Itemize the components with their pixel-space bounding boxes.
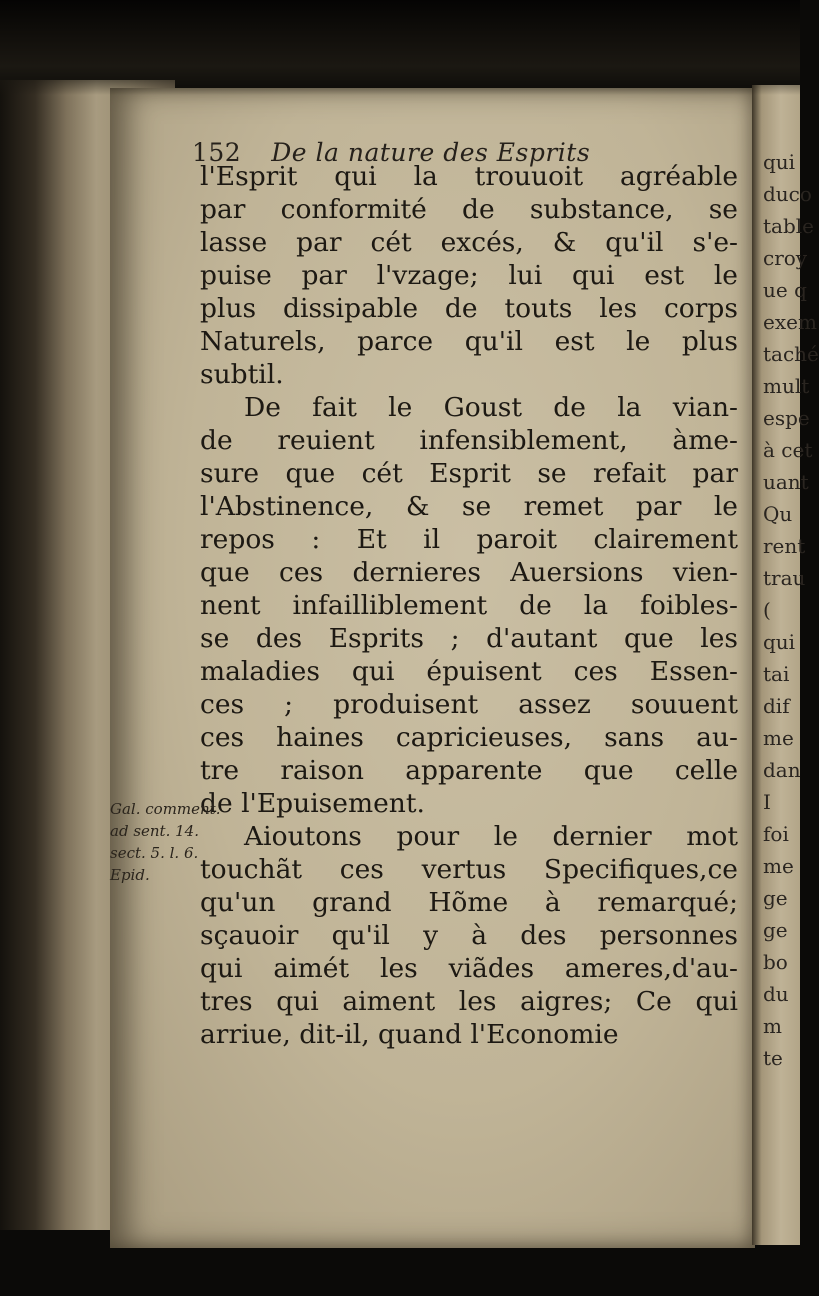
- next-page-fragment: dan: [763, 758, 801, 782]
- next-page-fragment: me: [763, 854, 794, 878]
- text-line: ces ; produisent assez souuent: [200, 689, 738, 720]
- next-page-fragment: I: [763, 790, 771, 814]
- next-page-fragment: Qu: [763, 502, 793, 526]
- text-line: arriue, dit-il, quand l'Economie: [200, 1019, 619, 1050]
- next-page-fragment: te: [763, 1046, 783, 1070]
- text-line: maladies qui épuisent ces Essen-: [200, 656, 738, 687]
- text-line: de l'Epuisement.: [200, 788, 425, 819]
- text-line: Naturels, parce qu'il est le plus: [200, 326, 738, 357]
- text-line: tres qui aiment les aigres; Ce qui: [200, 986, 738, 1017]
- next-page-fragment: dif: [763, 694, 790, 718]
- text-line: l'Abstinence, & se remet par le: [200, 491, 738, 522]
- next-page-fragment: rent: [763, 534, 806, 558]
- running-title: De la nature des Esprits: [271, 138, 591, 167]
- text-line: lasse par cét excés, & qu'il s'e-: [200, 227, 738, 258]
- text-line: Aioutons pour le dernier mot: [244, 821, 738, 852]
- text-line: qu'un grand Hõme à remarqué;: [200, 887, 738, 918]
- text-line: tre raison apparente que celle: [200, 755, 738, 786]
- next-page-fragment: qui: [763, 630, 796, 654]
- margin-note-line: Gal. comment.: [110, 800, 221, 818]
- next-page-fragment: du: [763, 982, 789, 1006]
- next-page-fragment: mult: [763, 374, 810, 398]
- margin-note-line: Epid.: [110, 866, 150, 884]
- next-page-fragment: (: [763, 598, 771, 622]
- text-line: sure que cét Esprit se refait par: [200, 458, 738, 489]
- next-page-fragment: bo: [763, 950, 788, 974]
- text-line: subtil.: [200, 359, 284, 390]
- next-page-fragment: m: [763, 1014, 782, 1038]
- text-line: qui aimét les viãdes ameres,d'au-: [200, 953, 738, 984]
- text-line: plus dissipable de touts les corps: [200, 293, 738, 324]
- text-line: de reuient infensiblement, àme-: [200, 425, 738, 456]
- text-line: sçauoir qu'il y à des personnes: [200, 920, 738, 951]
- next-page-fragment: croy: [763, 246, 808, 270]
- next-page-fragment: espe: [763, 406, 810, 430]
- text-line: se des Esprits ; d'autant que les: [200, 623, 738, 654]
- top-shadow: [0, 0, 800, 95]
- next-page-fragment: à cet: [763, 438, 813, 462]
- next-page-fragment: taché: [763, 342, 819, 366]
- text-line: puise par l'vzage; lui qui est le: [200, 260, 738, 291]
- next-page-fragment: tai: [763, 662, 790, 686]
- next-page-fragment: table: [763, 214, 814, 238]
- text-line: l'Esprit qui la trouuoit agréable: [200, 161, 738, 192]
- next-page-fragment: exem: [763, 310, 817, 334]
- text-line: ces haines capricieuses, sans au-: [200, 722, 738, 753]
- next-page-fragment: ue q: [763, 278, 807, 302]
- next-page-fragment: uant: [763, 470, 809, 494]
- next-page-fragment: me: [763, 726, 794, 750]
- text-line: touchãt ces vertus Specifiques,ce: [200, 854, 738, 885]
- next-page-fragment: ge: [763, 918, 788, 942]
- text-line: repos : Et il paroit clairement: [200, 524, 738, 555]
- page-number: 152: [192, 138, 242, 167]
- text-line: nent infailliblement de la foibles-: [200, 590, 738, 621]
- text-line: par conformité de substance, se: [200, 194, 738, 225]
- next-page-fragment: foi: [763, 822, 789, 846]
- margin-note-line: ad sent. 14.: [110, 822, 199, 840]
- next-page-fragment: duco: [763, 182, 812, 206]
- margin-note-line: sect. 5. l. 6.: [110, 844, 199, 862]
- next-page-fragment: trau: [763, 566, 806, 590]
- next-page-fragment: qui: [763, 150, 796, 174]
- text-line: De fait le Goust de la vian-: [244, 392, 738, 423]
- text-line: que ces dernieres Auersions vien-: [200, 557, 738, 588]
- next-page-fragment: ge: [763, 886, 788, 910]
